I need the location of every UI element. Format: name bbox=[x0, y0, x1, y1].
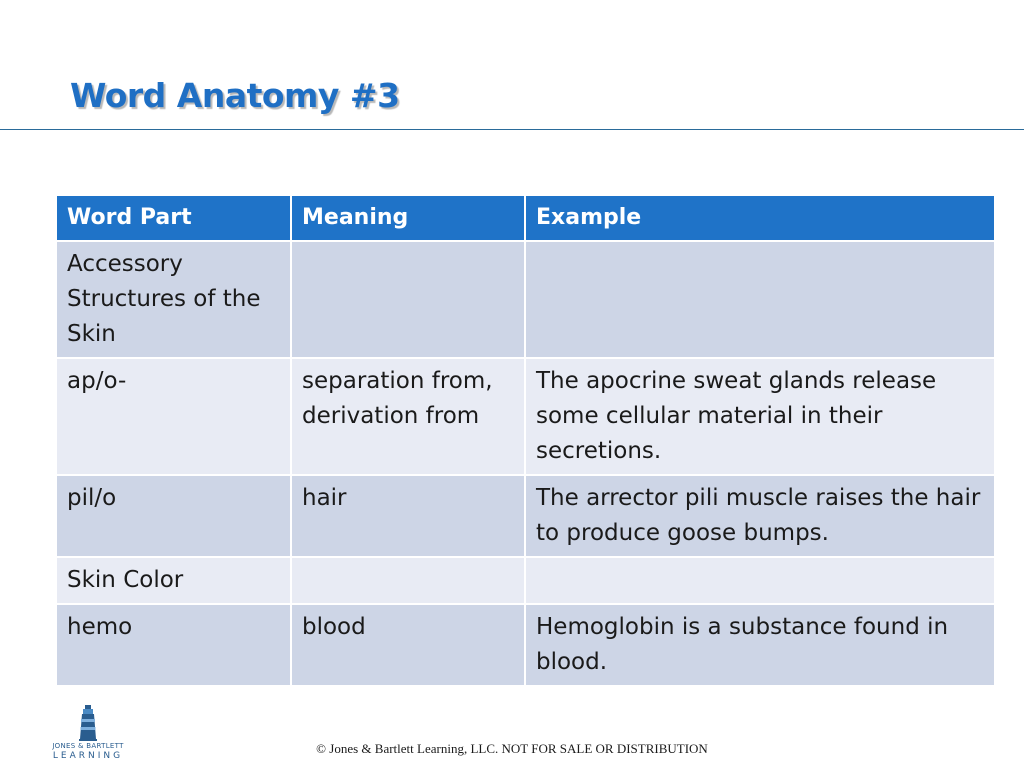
cell-example bbox=[525, 557, 995, 604]
cell-meaning bbox=[291, 241, 525, 358]
title-divider bbox=[0, 129, 1024, 130]
column-header-meaning: Meaning bbox=[291, 195, 525, 241]
word-anatomy-table bbox=[55, 194, 996, 687]
cell-word-part: pil/o bbox=[56, 475, 291, 557]
cell-word-part: ap/o- bbox=[56, 358, 291, 475]
table-row bbox=[56, 241, 995, 358]
cell-example bbox=[525, 241, 995, 358]
cell-meaning: hair bbox=[291, 475, 525, 557]
table-row bbox=[56, 358, 995, 475]
slide-title: Word Anatomy #3 bbox=[70, 76, 400, 115]
cell-word-part: hemo bbox=[56, 604, 291, 686]
cell-example: The arrector pili muscle raises the hair to produce goose bumps. bbox=[525, 475, 995, 557]
column-header-word-part: Word Part bbox=[56, 195, 291, 241]
cell-example: Hemoglobin is a substance found in blood. bbox=[525, 604, 995, 686]
cell-example: The apocrine sweat glands release some cellular material in their secretions. bbox=[525, 358, 995, 475]
table-row bbox=[56, 557, 995, 604]
column-header-example: Example bbox=[525, 195, 995, 241]
table-row bbox=[56, 475, 995, 557]
cell-word-part: Accessory Structures of the Skin bbox=[56, 241, 291, 358]
table-header-row bbox=[56, 195, 995, 241]
logo-publisher-subtitle: LEARNING bbox=[52, 751, 124, 761]
logo-publisher-name: JONES & BARTLETT bbox=[52, 742, 124, 750]
cell-word-part: Skin Color bbox=[56, 557, 291, 604]
cell-meaning: separation from, derivation from bbox=[291, 358, 525, 475]
cell-meaning bbox=[291, 557, 525, 604]
table-row bbox=[56, 604, 995, 686]
cell-meaning: blood bbox=[291, 604, 525, 686]
copyright-footer: © Jones & Bartlett Learning, LLC. NOT FOR SALE OR DISTRIBUTION bbox=[316, 741, 708, 756]
